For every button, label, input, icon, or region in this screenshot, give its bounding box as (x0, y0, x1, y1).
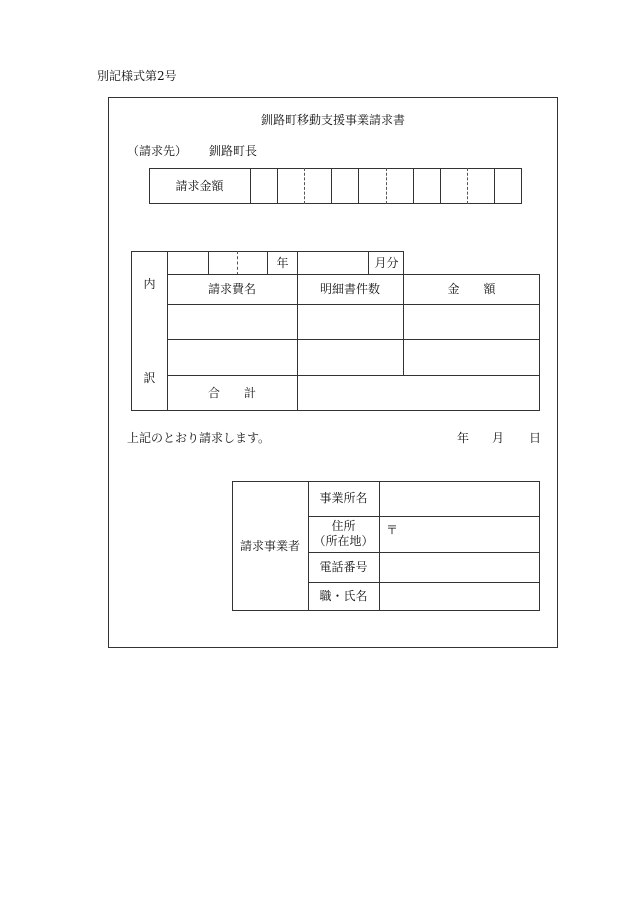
total-label: 合 計 (207, 385, 256, 400)
claimant-group-label: 請求事業者 (239, 538, 300, 553)
form-title: 釧路町移動支援事業請求書 (260, 113, 405, 127)
column-header-statement-count: 明細書件数 (319, 281, 380, 296)
breakdown-row-line (167, 339, 540, 340)
form-number: 別記様式第2号 (97, 69, 177, 83)
addressee-label: （請求先） (127, 144, 188, 158)
amount-digit-line (277, 168, 278, 204)
breakdown-side-label-bottom: 訳 (143, 370, 156, 385)
period-year-label: 年 (276, 255, 289, 270)
period-divider (208, 251, 209, 275)
date-day: 日 (529, 431, 542, 445)
amount-divider (250, 168, 251, 204)
breakdown-row-line (167, 304, 540, 305)
claimant-row-label-phone: 電話番号 (319, 559, 368, 574)
amount-digit-dash (386, 168, 387, 204)
claimant-row-label-address: 住所 （所在地） (313, 519, 374, 548)
date-year: 年 (457, 431, 470, 445)
column-header-amount: 金 額 (447, 281, 496, 296)
period-month-label: 月分 (374, 255, 399, 270)
amount-digit-line (413, 168, 414, 204)
amount-digit-line (440, 168, 441, 204)
breakdown-side-box (131, 251, 168, 411)
amount-label: 請求金額 (175, 178, 224, 193)
amount-digit-dash (304, 168, 305, 204)
postal-mark: 〒 (386, 523, 399, 537)
claimant-row-label-title-name: 職・氏名 (319, 589, 368, 603)
period-right-border (403, 251, 404, 275)
date-month: 月 (492, 431, 505, 445)
period-divider (297, 251, 298, 275)
request-statement: 上記のとおり請求します。 (127, 431, 271, 445)
amount-digit-line (494, 168, 495, 204)
claimant-col-line (379, 481, 380, 611)
claimant-row-label-business-name: 事業所名 (319, 491, 368, 505)
period-dash (237, 251, 238, 275)
breakdown-side-label-top: 内 (143, 276, 156, 291)
addressee-value: 釧路町長 (209, 144, 258, 158)
amount-digit-line (358, 168, 359, 204)
amount-digit-line (331, 168, 332, 204)
column-header-fee-name: 請求費名 (207, 281, 256, 296)
amount-digit-dash (467, 168, 468, 204)
